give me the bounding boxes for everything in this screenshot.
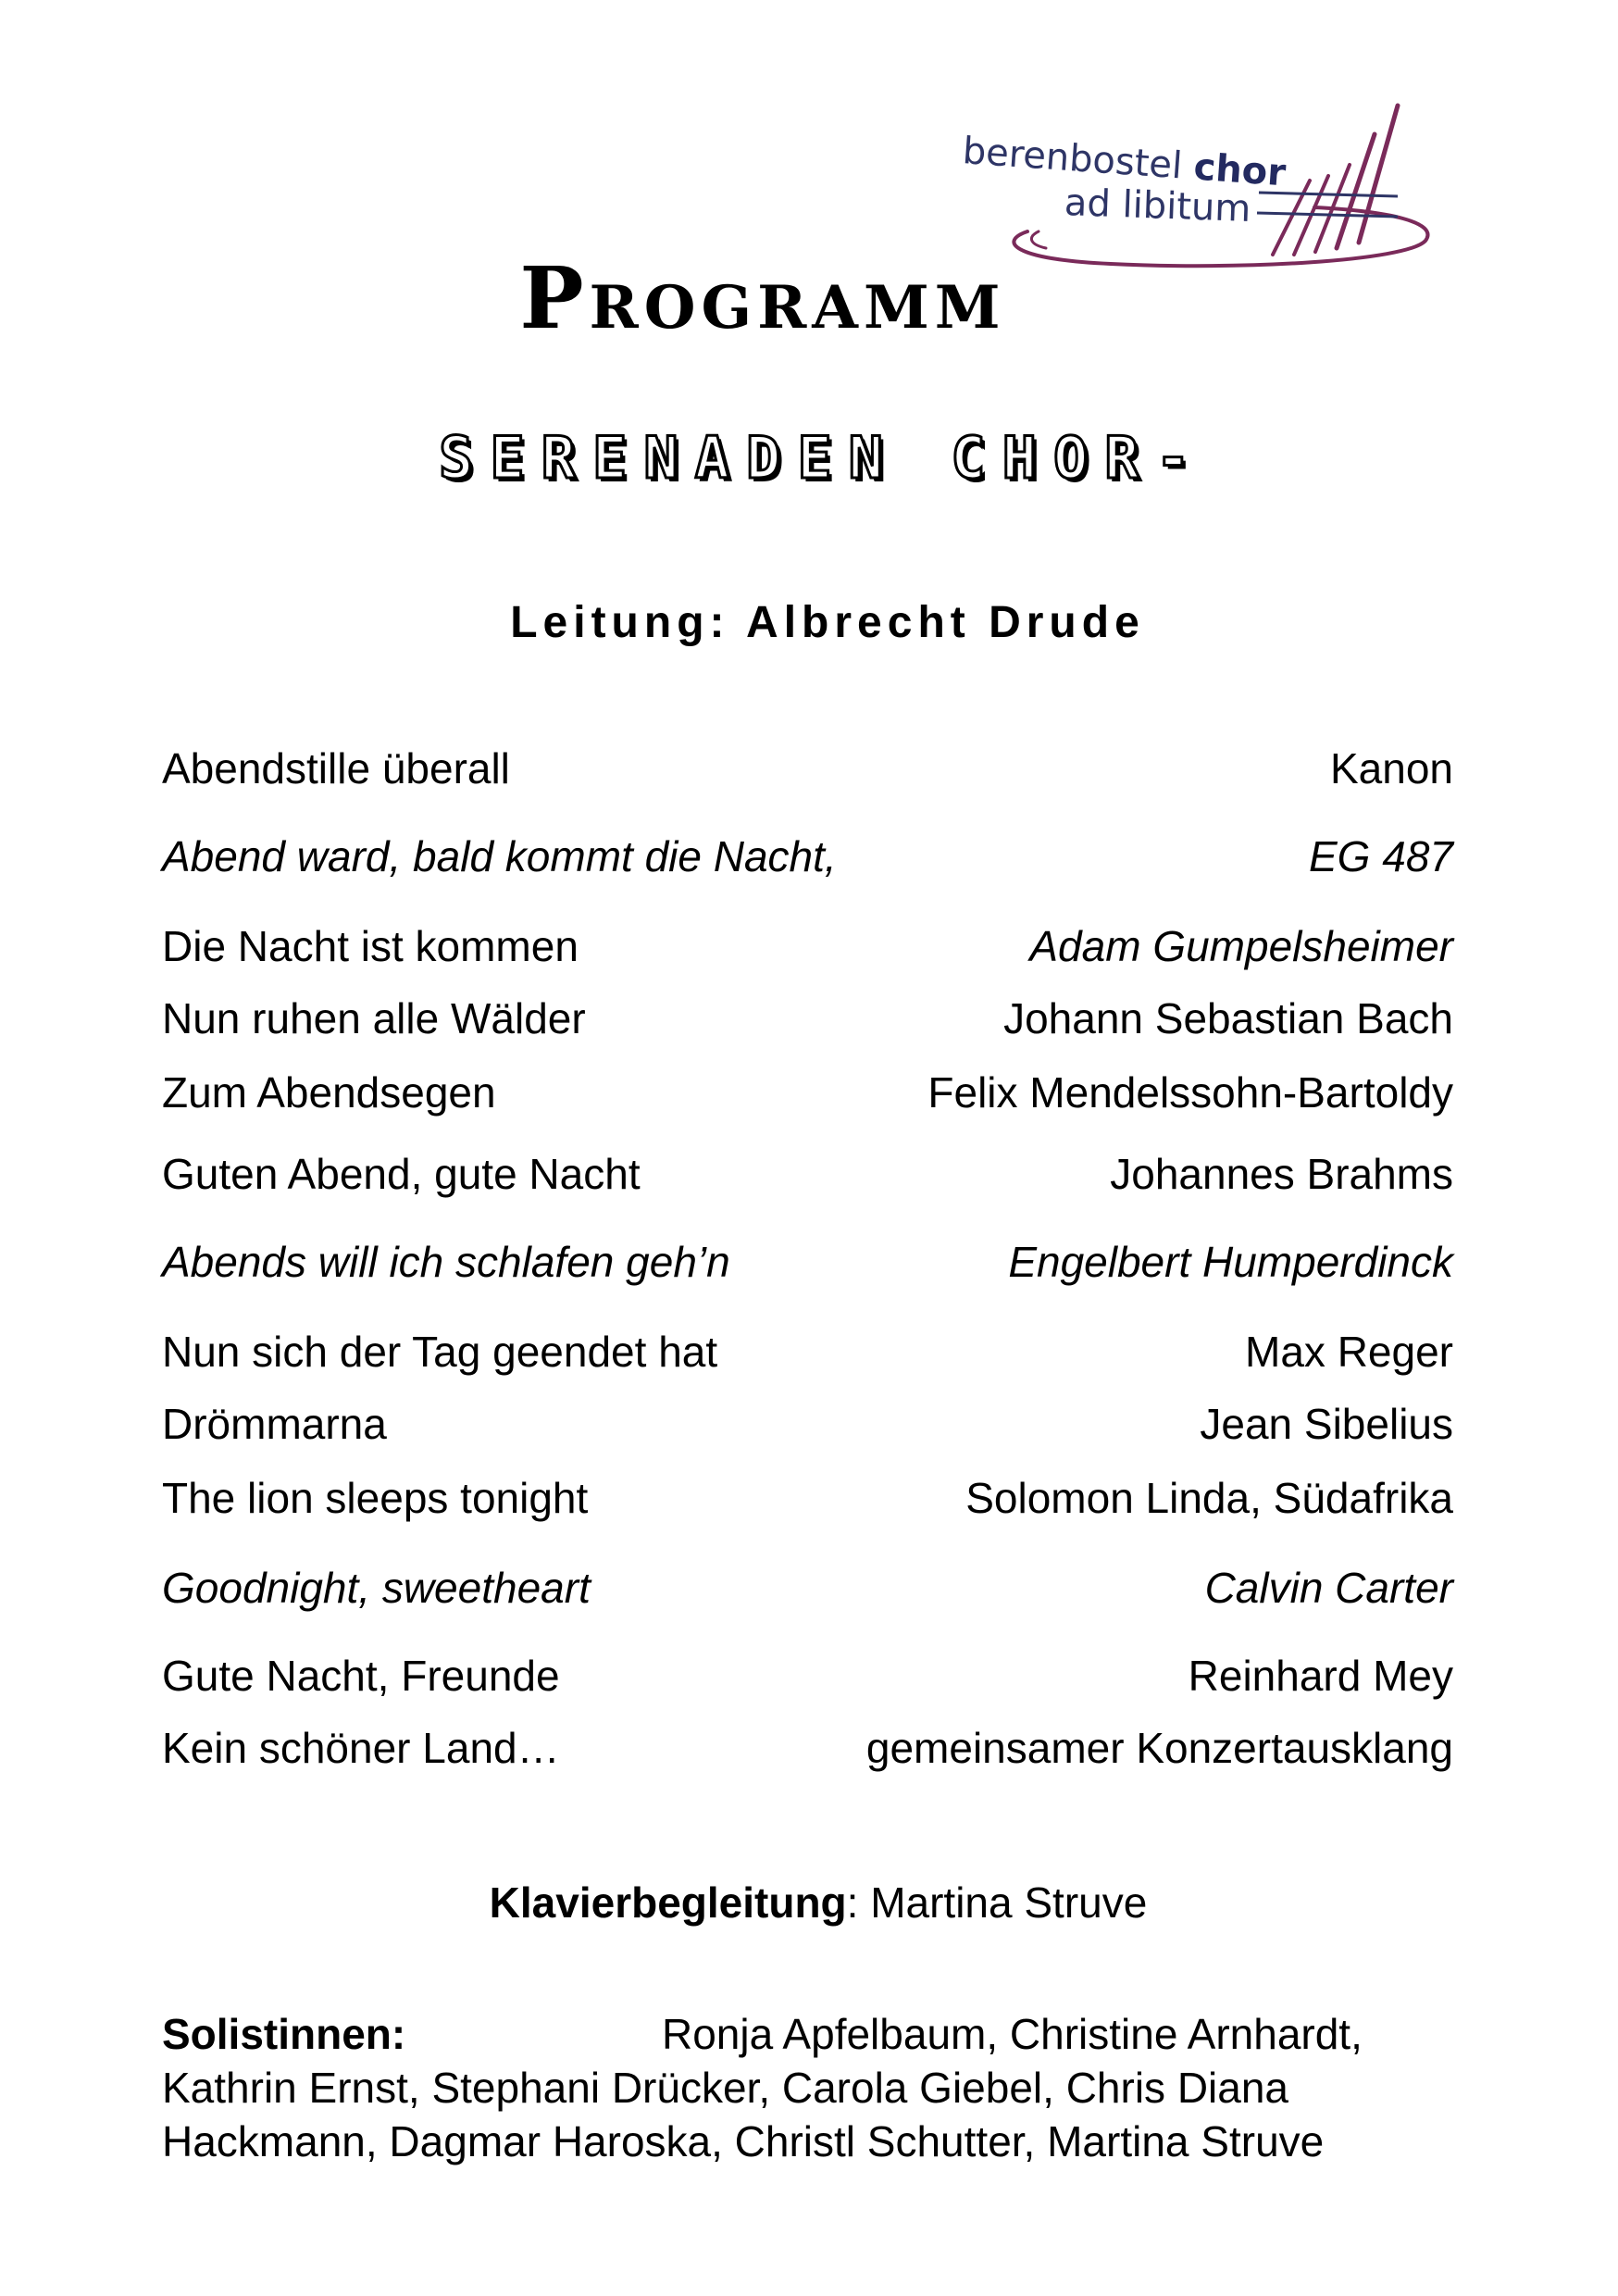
composer-name: Adam Gumpelsheimer [1029, 922, 1453, 970]
piece-title: Drömmarna [162, 1400, 387, 1448]
program-row [162, 829, 1453, 884]
piece-title: Kein schöner Land… [162, 1724, 560, 1772]
composer-name: Jean Sibelius [1200, 1400, 1453, 1448]
logo-text-line1: berenbostel chor [961, 130, 1288, 195]
composer-name: Reinhard Mey [1188, 1652, 1453, 1700]
piece-title: Abendstille überall [162, 744, 510, 792]
program-row [162, 1146, 1453, 1202]
piece-title: Abends will ich schlafen geh’n [162, 1238, 730, 1286]
piece-title: Nun ruhen alle Wälder [162, 994, 586, 1042]
subtitle: SERENADEN CHOR- [439, 424, 1207, 492]
composer-name: Calvin Carter [1204, 1564, 1453, 1612]
program-row [162, 1234, 1453, 1290]
page-title: Programm [519, 248, 1006, 348]
piece-title: Die Nacht ist kommen [162, 922, 579, 970]
composer-name: EG 487 [1309, 832, 1453, 880]
program-row [162, 1396, 1453, 1452]
composer-name: Felix Mendelssohn-Bartoldy [927, 1068, 1453, 1117]
soloists-names-2: Kathrin Ernst, Stephani Drücker, Carola Giebel, Chris Diana [162, 2064, 1289, 2112]
piano-name: Martina Struve [858, 1878, 1148, 1927]
piece-title: Abend ward, bald kommt die Nacht, [162, 832, 837, 880]
piece-title: The lion sleeps tonight [162, 1474, 589, 1522]
piano-label: Klavierbegleitung [489, 1878, 847, 1927]
program-row [162, 741, 1453, 796]
piano-accompaniment [0, 1878, 1618, 1928]
piece-title: Zum Abendsegen [162, 1068, 496, 1117]
composer-name: Max Reger [1245, 1328, 1453, 1376]
program-row [162, 1560, 1453, 1616]
composer-name: gemeinsamer Konzertausklang [865, 1724, 1453, 1772]
program-row [162, 918, 1453, 974]
piano-separator: : [846, 1878, 859, 1927]
soloists-names-1: Ronja Apfelbaum, Christine Arnhardt, [662, 2010, 1363, 2058]
logo-text-line2: ad libitum [1064, 181, 1252, 231]
program-row [162, 1720, 1453, 1776]
composer-name: Johannes Brahms [1110, 1150, 1453, 1198]
conductor-line: Leitung: Albrecht Drude [510, 598, 1145, 647]
program-row [162, 991, 1453, 1046]
piece-title: Gute Nacht, Freunde [162, 1652, 560, 1700]
piece-title: Goodnight, sweetheart [162, 1564, 591, 1612]
composer-name: Kanon [1329, 744, 1453, 792]
program-row [162, 1470, 1453, 1526]
program-row [162, 1324, 1453, 1379]
soloists-block [162, 2007, 1458, 2168]
soloists-label: Solistinnen: [162, 2010, 406, 2058]
program-row [162, 1065, 1453, 1120]
piece-title: Guten Abend, gute Nacht [162, 1150, 641, 1198]
soloists-line1 [162, 2007, 1458, 2061]
composer-name: Johann Sebastian Bach [1003, 994, 1453, 1042]
soloists-names-3: Hackmann, Dagmar Haroska, Christl Schutter, Martina Struve [162, 2117, 1325, 2165]
program-row [162, 1648, 1453, 1703]
composer-name: Solomon Linda, Südafrika [965, 1474, 1453, 1522]
composer-name: Engelbert Humperdinck [1008, 1238, 1453, 1286]
piece-title: Nun sich der Tag geendet hat [162, 1328, 718, 1376]
